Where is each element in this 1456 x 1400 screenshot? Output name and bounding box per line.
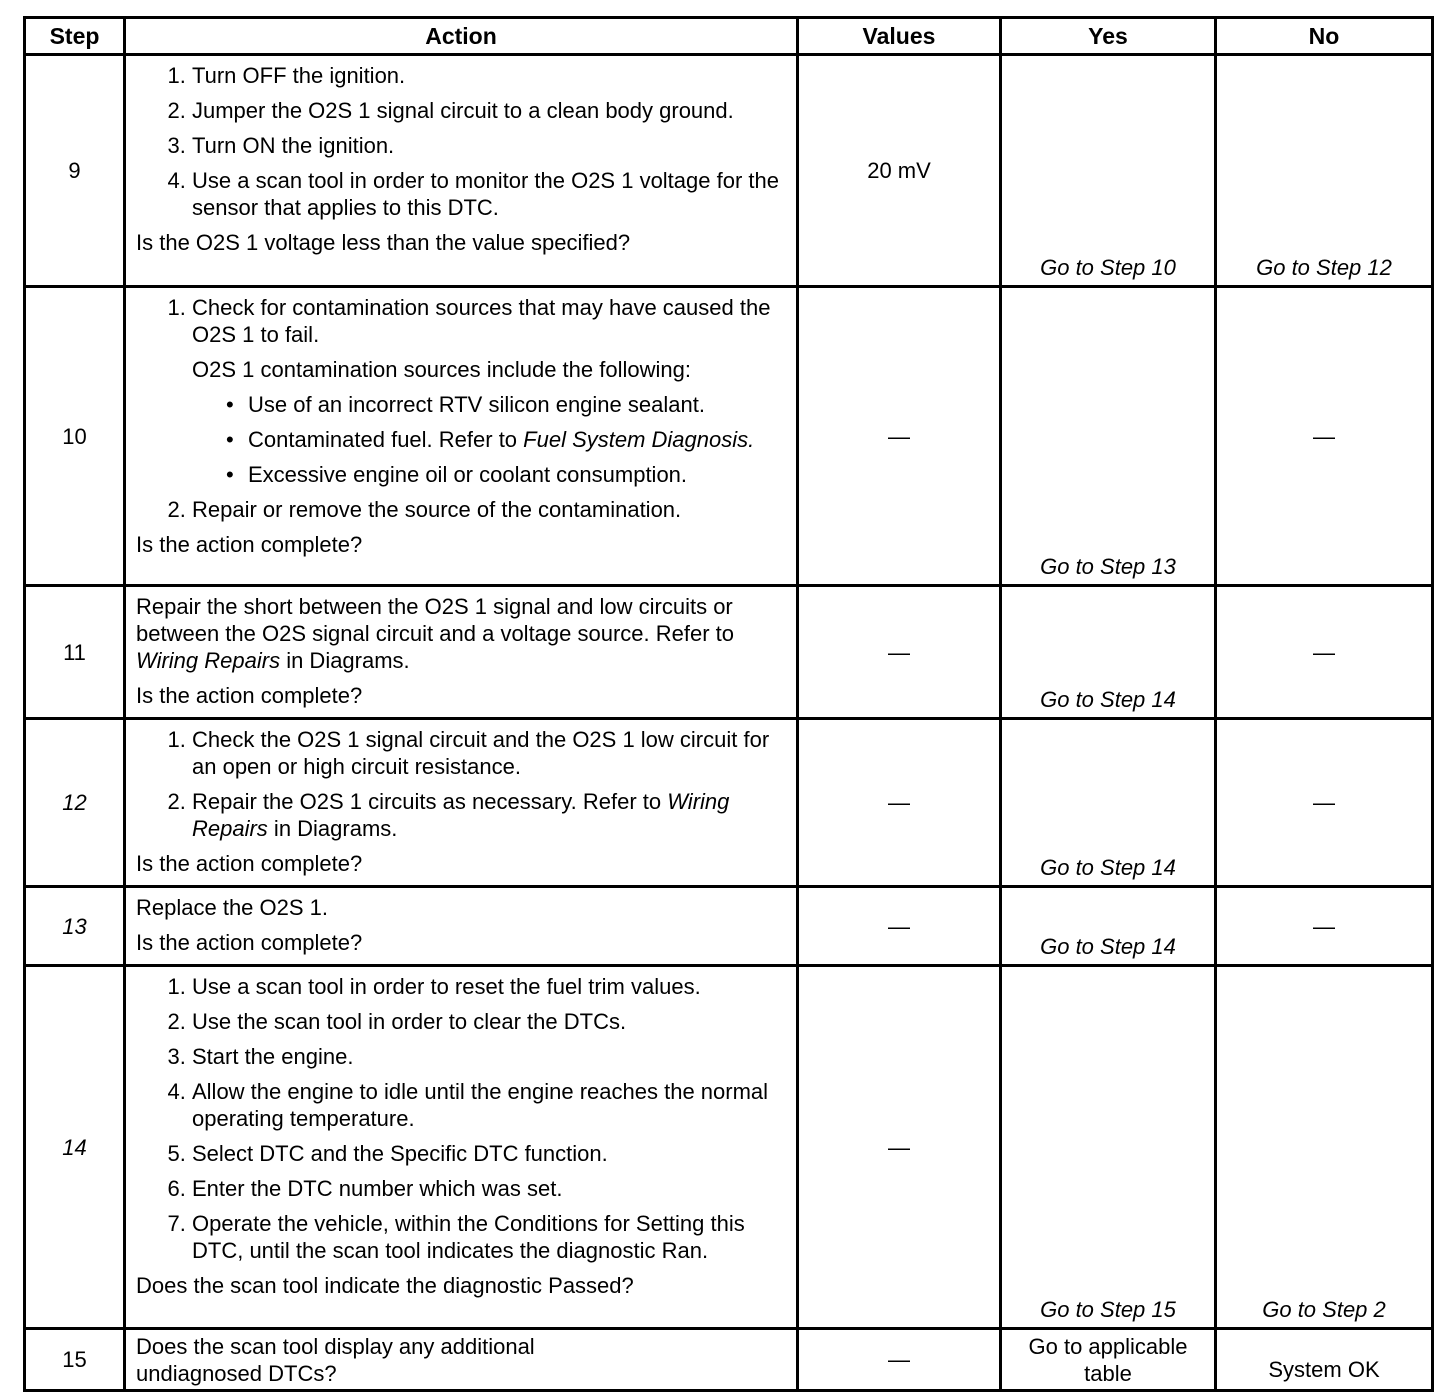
doc-reference: Wiring Repairs: [192, 789, 730, 841]
action-steps: [136, 294, 786, 523]
action-step: 1. Check the O2S 1 signal circuit and the O2S 1 low circuit for an open or high circuit resistance.: [192, 726, 786, 780]
value-cell: —: [798, 719, 1001, 887]
action-cell: [125, 887, 798, 966]
step-number: 11: [25, 586, 125, 719]
table-row: [25, 586, 1433, 719]
header-values: Values: [798, 18, 1001, 55]
step-number: 12: [25, 719, 125, 887]
table-row: [25, 719, 1433, 887]
value-cell: —: [798, 287, 1001, 586]
yes-text: Go to applicable table: [1028, 1333, 1188, 1386]
action-step-text: Repair the O2S 1 circuits as necessary. Refer to: [192, 789, 668, 814]
action-step-after: in Diagrams.: [267, 816, 398, 841]
action-question: Does the scan tool display any additional undiagnosed DTCs?: [136, 1333, 535, 1386]
action-step: 7. Operate the vehicle, within the Conditions for Setting this DTC, until the scan tool indicates the diagnostic Ran.: [192, 1210, 786, 1264]
step-number: 15: [25, 1329, 125, 1391]
doc-reference: Fuel System Diagnosis.: [523, 427, 755, 452]
contamination-list: [192, 391, 786, 488]
yes-cell: Go to Step 13: [1001, 287, 1216, 586]
action-cell: [125, 586, 798, 719]
action-cell: [125, 55, 798, 287]
list-item: [226, 426, 786, 453]
action-text: [136, 593, 786, 674]
action-steps: [136, 973, 786, 1264]
action-step: 1. Use a scan tool in order to reset the fuel trim values.: [192, 973, 786, 1000]
no-cell: System OK: [1216, 1329, 1433, 1391]
table-row: [25, 287, 1433, 586]
action-steps: [136, 726, 786, 842]
action-cell: [125, 287, 798, 586]
yes-cell: [1001, 1329, 1216, 1391]
header-row: [25, 18, 1433, 55]
table-row: [25, 966, 1433, 1329]
action-text-main: Repair the short between the O2S 1 signal and low circuits or between the O2S signal circuit and a voltage source. Refer to: [136, 594, 735, 646]
step-number: 14: [25, 966, 125, 1329]
action-step: 4. Allow the engine to idle until the engine reaches the normal operating temperature.: [192, 1078, 786, 1132]
action-step: 2. Jumper the O2S 1 signal circuit to a clean body ground.: [192, 97, 786, 124]
action-cell: [125, 719, 798, 887]
action-step-text: 1. Check for contamination sources that may have caused the O2S 1 to fail.: [192, 295, 771, 347]
list-item-text: Contaminated fuel. Refer to: [248, 427, 524, 452]
value-cell: 20 mV: [798, 55, 1001, 287]
action-cell: [125, 1329, 798, 1391]
diagnostic-table: [23, 16, 1434, 1392]
yes-cell: Go to Step 10: [1001, 55, 1216, 287]
action-step: 2. Use the scan tool in order to clear the DTCs.: [192, 1008, 786, 1035]
list-item: • Use of an incorrect RTV silicon engine sealant.: [226, 391, 786, 418]
action-cell: [125, 966, 798, 1329]
value-cell: —: [798, 586, 1001, 719]
no-cell: —: [1216, 887, 1433, 966]
no-cell: —: [1216, 287, 1433, 586]
table-row: [25, 1329, 1433, 1391]
no-cell: Go to Step 2: [1216, 966, 1433, 1329]
step-number: 9: [25, 55, 125, 287]
header-action: Action: [125, 18, 798, 55]
no-cell: Go to Step 12: [1216, 55, 1433, 287]
action-step: [192, 788, 786, 842]
list-item: • Excessive engine oil or coolant consumption.: [226, 461, 786, 488]
action-text-after: in Diagrams.: [280, 648, 410, 673]
action-step: 3. Turn ON the ignition.: [192, 132, 786, 159]
table-row: [25, 887, 1433, 966]
action-question: Is the action complete?: [136, 683, 363, 708]
value-cell: —: [798, 966, 1001, 1329]
action-text: Replace the O2S 1.: [136, 895, 329, 920]
action-step: 1. Turn OFF the ignition.: [192, 62, 786, 89]
header-no: No: [1216, 18, 1433, 55]
action-question: Does the scan tool indicate the diagnostic Passed?: [136, 1273, 634, 1298]
step-number: 13: [25, 887, 125, 966]
action-step: [192, 294, 786, 488]
action-question: Is the action complete?: [136, 851, 363, 876]
action-step: 6. Enter the DTC number which was set.: [192, 1175, 786, 1202]
header-step: Step: [25, 18, 125, 55]
value-cell: —: [798, 887, 1001, 966]
no-cell: —: [1216, 586, 1433, 719]
action-question: Is the O2S 1 voltage less than the value specified?: [136, 230, 631, 255]
step-number: 10: [25, 287, 125, 586]
action-step: 2. Repair or remove the source of the contamination.: [192, 496, 786, 523]
action-question: Is the action complete?: [136, 532, 363, 557]
action-steps: [136, 62, 786, 221]
action-step: 4. Use a scan tool in order to monitor the O2S 1 voltage for the sensor that applies to this DTC.: [192, 167, 786, 221]
action-step: 3. Start the engine.: [192, 1043, 786, 1070]
no-cell: —: [1216, 719, 1433, 887]
contamination-intro: O2S 1 contamination sources include the following:: [192, 357, 691, 382]
yes-cell: Go to Step 14: [1001, 586, 1216, 719]
table-row: [25, 55, 1433, 287]
value-cell: —: [798, 1329, 1001, 1391]
yes-cell: Go to Step 15: [1001, 966, 1216, 1329]
action-question: Is the action complete?: [136, 930, 363, 955]
yes-cell: Go to Step 14: [1001, 719, 1216, 887]
yes-cell: Go to Step 14: [1001, 887, 1216, 966]
action-step: 5. Select DTC and the Specific DTC function.: [192, 1140, 786, 1167]
doc-reference: Wiring Repairs: [136, 648, 281, 673]
header-yes: Yes: [1001, 18, 1216, 55]
